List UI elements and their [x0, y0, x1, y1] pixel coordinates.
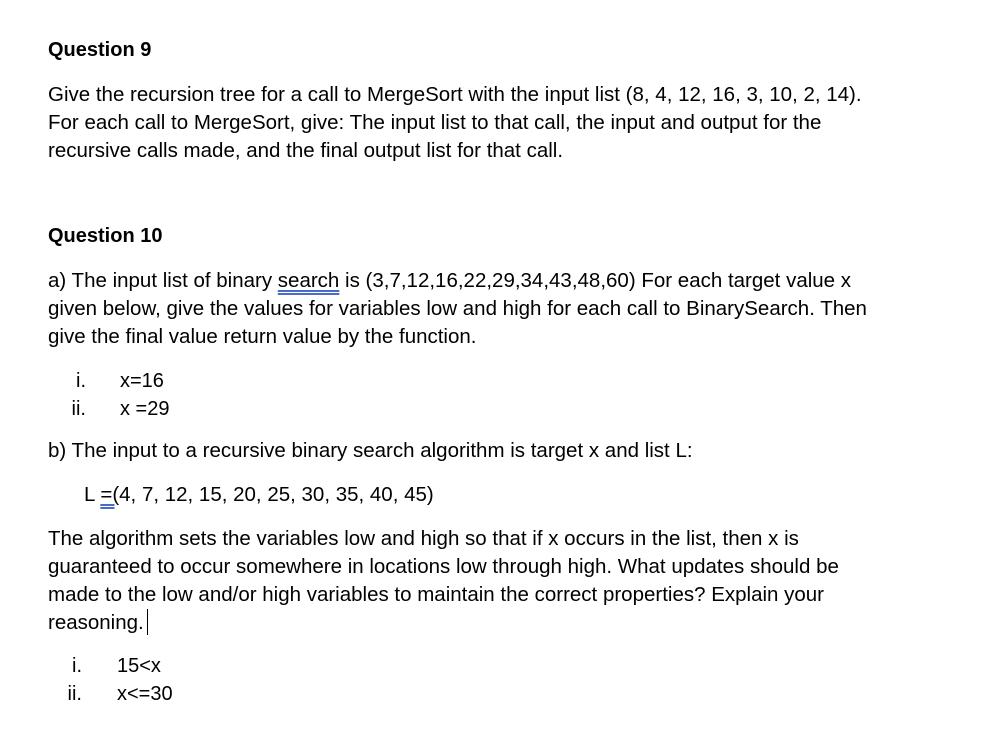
list-marker: i.	[76, 370, 86, 392]
list-marker: ii.	[67, 683, 82, 705]
list-pre: L	[84, 483, 101, 506]
list-item-text: x =29	[120, 398, 170, 420]
list-item-text: 15<x	[117, 655, 161, 677]
list-marker: ii.	[71, 398, 86, 420]
list-post: 4, 7, 12, 15, 20, 25, 30, 35, 40, 45)	[119, 483, 434, 506]
question-10b-line-4-text: reasoning.	[48, 611, 144, 634]
question-9-heading: Question 9	[48, 39, 152, 61]
question-10a-line-1	[48, 267, 948, 295]
question-10a-line-1-pre: a) The input list of binary	[48, 269, 278, 292]
question-10b-list	[84, 481, 984, 509]
question-10b-intro-text: b) The input to a recursive binary search algorithm is target x and list L:	[48, 439, 693, 462]
question-9-line-1: Give the recursion tree for a call to MergeSort with the input list (8, 4, 12, 16, 3, 10, 2, 14).	[48, 83, 862, 106]
question-9-body	[48, 81, 948, 165]
question-10b-intro	[48, 437, 948, 465]
question-10a-line-3: give the final value return value by the function.	[48, 325, 477, 348]
list-item-text: x=16	[120, 370, 164, 392]
list-item-text: x<=30	[117, 683, 173, 705]
question-10b-line-3: made to the low and/or high variables to maintain the correct properties? Explain your	[48, 583, 825, 606]
question-10a-line-2: given below, give the values for variables low and high for each call to BinarySearch. Then	[48, 297, 867, 320]
text-cursor	[147, 609, 148, 635]
spellcheck-flagged-text[interactable]: =(	[100, 483, 120, 506]
question-10-heading: Question 10	[48, 225, 163, 247]
question-9-line-3: recursive calls made, and the final output list for that call.	[48, 139, 564, 162]
question-10b-list-line	[84, 481, 984, 509]
question-10a-line-1-post: is (3,7,12,16,22,29,34,43,48,60) For each target value x	[339, 269, 852, 292]
list-marker: i.	[72, 655, 82, 677]
question-9-line-2: For each call to MergeSort, give: The input list to that call, the input and output for the	[48, 111, 822, 134]
spellcheck-flagged-word[interactable]: search	[277, 269, 340, 292]
question-10b-line-4	[48, 609, 948, 637]
question-10b-line-1: The algorithm sets the variables low and high so that if x occurs in the list, then x is	[48, 527, 799, 550]
question-10b-body	[48, 525, 948, 637]
question-10a-body	[48, 267, 948, 351]
question-10b-line-2: guaranteed to occur somewhere in locations low through high. What updates should be	[48, 555, 839, 578]
